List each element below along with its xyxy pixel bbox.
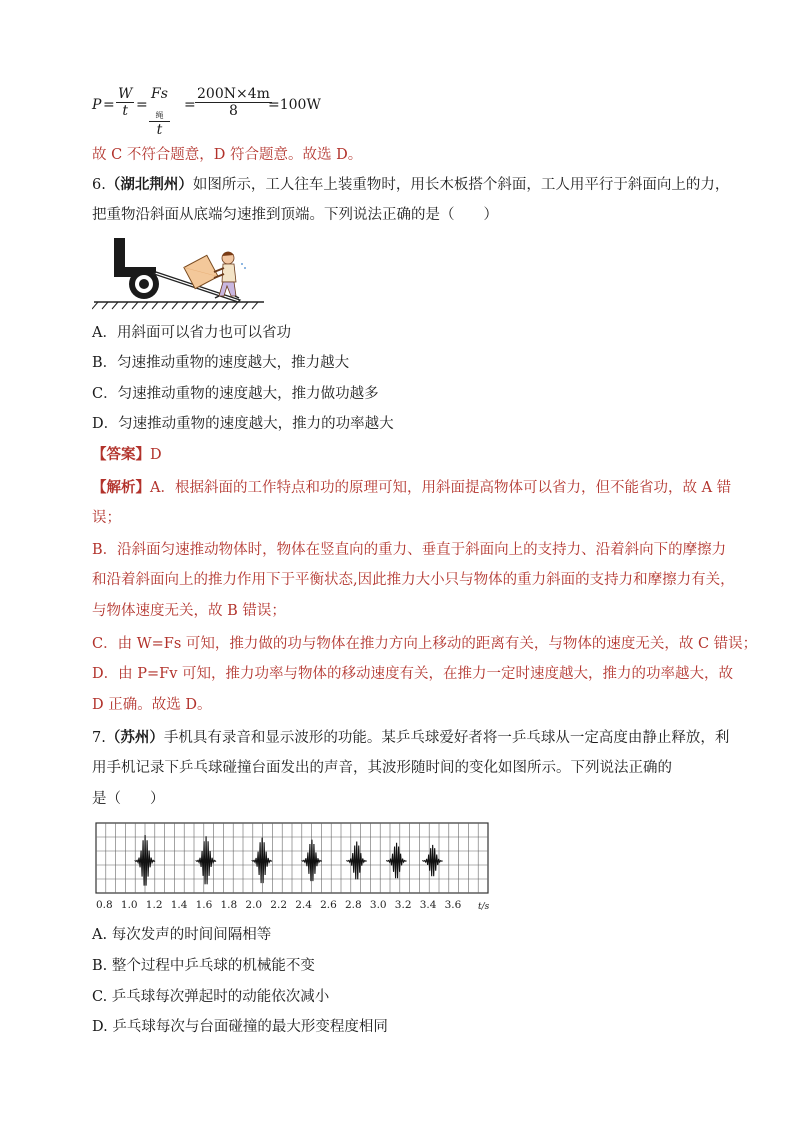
fraction-numerator-text: Fs	[151, 86, 168, 102]
axis-tick-labels	[96, 899, 462, 911]
q7-option-c: C. 乒乓球每次弹起时的动能依次减小	[92, 989, 330, 1005]
axis-tick-label: 2.4	[295, 899, 312, 911]
q6-analysis-line4: 和沿着斜面向上的推力作用下于平衡状态,因此推力大小只与物体的重力斜面的支持力和摩擦力有关，	[92, 572, 735, 588]
incline-figure	[92, 234, 267, 314]
axis-tick-label: 1.8	[220, 899, 238, 911]
axis-tick-label: 3.6	[444, 899, 462, 911]
axis-tick-label: 2.6	[320, 899, 337, 911]
axis-tick-label: 2.2	[270, 899, 288, 911]
q6-analysis-line5: 与物体速度无关，故 B 错误；	[92, 603, 286, 619]
fraction-w-over-t	[116, 86, 134, 119]
axis-tick-label: 0.8	[96, 899, 113, 911]
axis-tick-label: 1.6	[195, 899, 213, 911]
fraction-numerator: W	[118, 86, 133, 102]
question-source: （苏州）	[105, 729, 164, 746]
fraction-numerator: 200N×4m	[197, 86, 270, 102]
q6-analysis-line1	[92, 478, 731, 498]
axis-tick-label: 3.2	[394, 899, 412, 911]
axis-tick-label: 1.4	[170, 899, 188, 911]
axis-unit-label: t/s	[478, 902, 490, 912]
fraction-denominator: t	[122, 103, 129, 119]
axis-tick-label: 1.0	[120, 899, 138, 911]
q7-option-a: A. 每次发声的时间间隔相等	[92, 927, 272, 943]
answer-value: D	[150, 447, 162, 463]
previous-conclusion: 故 C 不符合题意，D 符合题意。故选 D。	[92, 147, 363, 163]
formula-equals: =	[103, 97, 115, 113]
question-source: （湖北荆州）	[105, 176, 193, 193]
ground-hatching	[92, 302, 258, 309]
q6-option-d: D．匀速推动重物的速度越大，推力的功率越大	[92, 416, 394, 432]
q6-stem-line2: 把重物沿斜面从底端匀速推到顶端。下列说法正确的是（ ）	[92, 207, 498, 223]
q7-stem-line2: 用手机记录下乒乓球碰撞台面发出的声音，其波形随时间的变化如图所示。下列说法正确的	[92, 760, 672, 776]
formula-result: =100W	[268, 97, 321, 113]
analysis-label: 【解析】	[92, 479, 150, 496]
fraction-fs-over-t	[149, 86, 170, 138]
worker-icon	[214, 252, 246, 298]
fraction-value	[195, 86, 272, 119]
question-stem-text: 如图所示，工人往车上装重物时，用长木板搭个斜面，工人用平行于斜面向上的力，	[192, 177, 730, 193]
q6-analysis-line3: B．沿斜面匀速推动物体时，物体在竖直向的重力、垂直于斜面向上的支持力、沿着斜向下的摩擦力	[92, 542, 727, 558]
q6-analysis-line7: D．由 P=Fv 可知，推力功率与物体的移动速度有关，在推力一定时速度越大，推力的功率越大，故	[92, 666, 733, 682]
axis-tick-label: 1.2	[145, 899, 163, 911]
formula-equals: =	[184, 97, 196, 113]
axis-tick-label: 3.0	[369, 899, 387, 911]
waveform-figure	[92, 821, 492, 913]
q7-option-b: B. 整个过程中乒乓球的机械能不变	[92, 958, 315, 974]
fraction-denominator: t	[156, 121, 163, 138]
fraction-subscript: 绳	[155, 110, 164, 120]
formula-lhs: P	[92, 97, 102, 113]
axis-tick-label: 3.4	[419, 899, 437, 911]
q6-option-c: C．匀速推动重物的速度越大，推力做功越多	[92, 386, 379, 402]
analysis-text: A．根据斜面的工作特点和功的原理可知，用斜面提高物体可以省力，但不能省功，故 A 错	[150, 480, 732, 496]
q7-option-d: D. 乒乓球每次与台面碰撞的最大形变程度相同	[92, 1019, 388, 1035]
q6-stem-line1	[92, 175, 729, 195]
axis-tick-label: 2.0	[245, 899, 263, 911]
q6-answer	[92, 445, 162, 465]
answer-label: 【答案】	[92, 446, 150, 463]
q7-stem-line1	[92, 728, 729, 748]
question-number: 7.	[92, 730, 106, 746]
axis-tick-label: 2.8	[345, 899, 362, 911]
cart-backboard	[114, 238, 125, 272]
q6-analysis-line8: D 正确。故选 D。	[92, 697, 212, 713]
q6-option-a: A．用斜面可以省力也可以省功	[92, 325, 291, 341]
q7-stem-line3: 是（ ）	[92, 791, 165, 807]
fraction-denominator: 8	[228, 103, 238, 119]
q6-analysis-line2: 误；	[92, 510, 121, 526]
question-number: 6.	[92, 177, 106, 193]
q6-analysis-line6: C．由 W=Fs 可知，推力做的功与物体在推力方向上移动的距离有关，与物体的速度无关，故 C 错误；	[92, 636, 758, 652]
formula-equals: =	[136, 97, 148, 113]
question-stem-text: 手机具有录音和显示波形的功能。某乒乓球爱好者将一乒乓球从一定高度由静止释放，利	[163, 730, 730, 746]
q6-option-b: B．匀速推动重物的速度越大，推力越大	[92, 355, 350, 371]
fraction-numerator	[149, 86, 170, 122]
